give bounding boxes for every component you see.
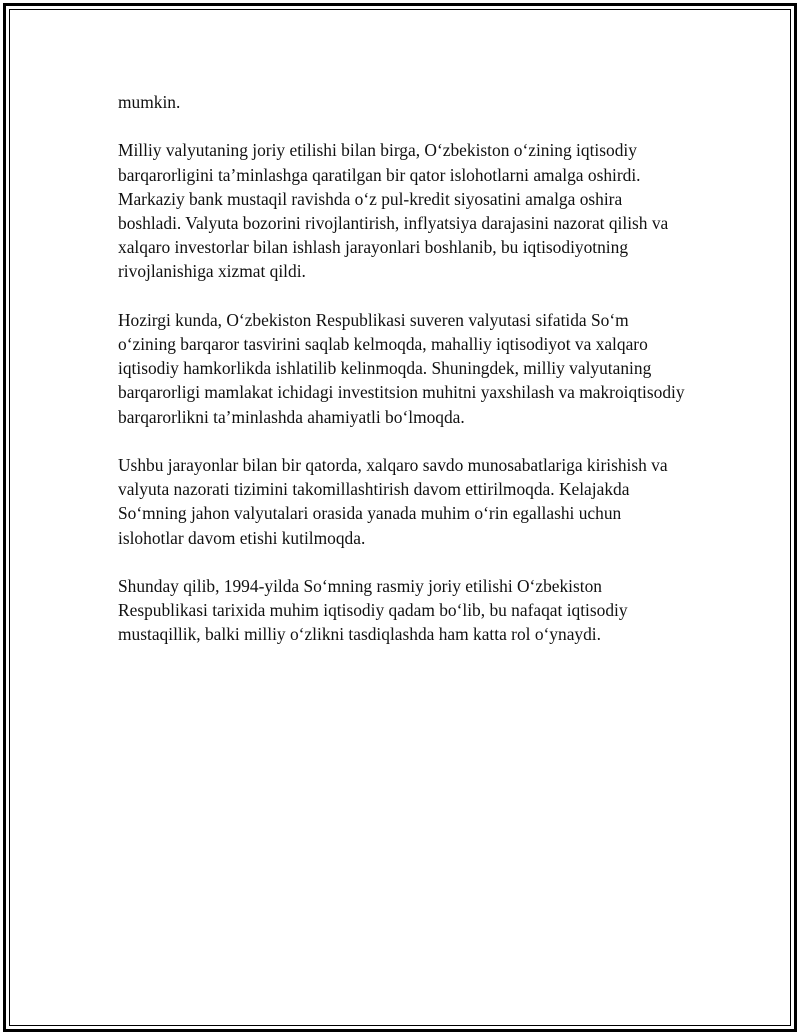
paragraph: mumkin. [118,92,181,112]
paragraph: Milliy valyutaning joriy etilishi bilan birga, O‘zbekiston o‘zining iqtisodiy barqarorligini ta’minlashga qaratilgan bir qator islohotlarni amalga oshirdi. Markaziy bank mustaqil ravishda o‘z pul-kredit siyosatini amalga oshira boshladi. Valyuta bozorini rivojlantirish, inflyatsiya darajasini nazorat qilish va xalqaro investorlar bilan ishlash jarayonlari boshlanib, bu iqtisodiyotning rivojlanishiga xizmat qildi. [118,140,669,282]
paragraph: Shunday qilib, 1994-yilda So‘mning rasmiy joriy etilishi O‘zbekiston Respublikasi tarixida muhim iqtisodiy qadam bo‘lib, bu nafaqat iqtisodiy mustaqillik, balki milliy o‘zlikni tasdiqlashda ham katta rol o‘ynaydi. [118,576,628,645]
document-body [118,90,688,671]
paragraph: Hozirgi kunda, O‘zbekiston Respublikasi suveren valyutasi sifatida So‘m o‘zining barqaror tasvirini saqlab kelmoqda, mahalliy iqtisodiyot va xalqaro iqtisodiy hamkorlikda ishlatilib kelinmoqda. Shuningdek, milliy valyutaning barqarorligi mamlakat ichidagi investitsion muhitni yaxshilash va makroiqtisodiy barqarorlikni ta’minlashda ahamiyatli bo‘lmoqda. [118,309,685,427]
paragraph: Ushbu jarayonlar bilan bir qatorda, xalqaro savdo munosabatlariga kirishish va valyuta nazorati tizimini takomillashtirish davom ettirilmoqda. Kelajakda So‘mning jahon valyutalari orasida yanada muhim o‘rin egallashi uchun islohotlar davom etishi kutilmoqda. [118,455,668,548]
